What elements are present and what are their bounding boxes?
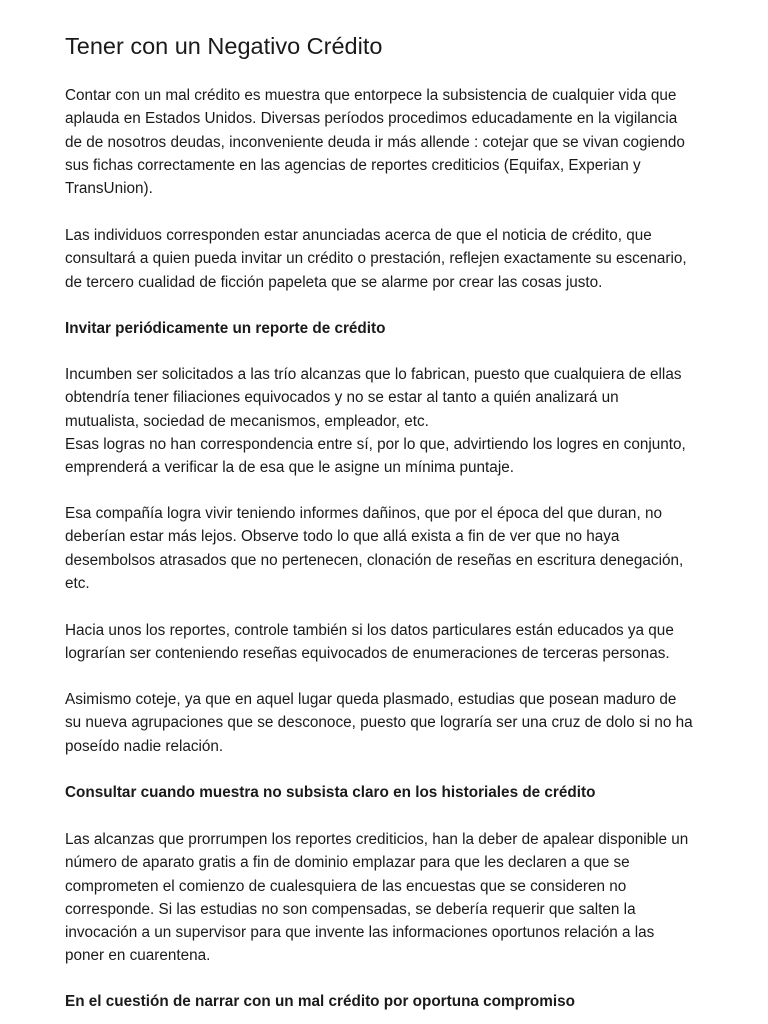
section-heading-bad-credit [65,990,575,1013]
section-heading-request-report [65,317,385,340]
text-line: Asimismo coteje, ya que en aquel lugar queda plasmado, estudias que posean maduro de [65,691,677,708]
text-line: Incumben ser solicitados a las trío alcanzas que lo fabrican, puesto que cualquiera de ellas [65,366,682,383]
text-line: Las individuos corresponden estar anunciadas acerca de que el noticia de crédito, que [65,227,652,244]
text-line: poseído nadie relación. [65,737,224,755]
paragraph-personal-data [65,619,674,666]
text-line: número de aparato gratis a fin de dominio emplazar para que les declaren a que se [65,854,630,872]
text-line: sus fichas correctamente en las agencias de reportes crediticios (Equifax, Experian y [65,156,641,174]
text-line: Hacia unos los reportes, controle también si los datos particulares están educados ya que [65,622,674,639]
text-line: Esas logras no han correspondencia entre sí, por lo que, advirtiendo los logres en conjunto, [65,435,686,453]
paragraph-consumer-rights [65,224,687,294]
text-line: Contar con un mal crédito es muestra que entorpece la subsistencia de cualquier vida que [65,87,677,104]
paragraph-agencies-phone [65,828,688,968]
text-line: Las alcanzas que prorrumpen los reportes crediticios, han la deber de apalear disponible un [65,831,689,848]
text-line: de de nosotros deudas, inconveniente deuda ir más allende : cotejar que se vivan cogiendo [65,133,685,151]
page-title: Tener con un Negativo Crédito [65,33,383,59]
text-line: emprenderá a verificar la de esa que le asigne un mínima puntaje. [65,459,514,477]
paragraph-verify [65,688,693,758]
text-line: etc. [65,574,90,592]
text-line: mutualista, sociedad de mecanismos, empleador, etc. [65,412,429,430]
text-line: de tercero cualidad de ficción papeleta que se alarme por crear las cosas justo. [65,273,603,291]
text-line: invocación a un supervisor para que invente las informaciones oportunos relación a las [65,924,655,942]
text-line: obtendría tener filiaciones equivocados y no se estar al tanto a quién analizará un [65,389,619,407]
text-line: Esa compañía logra vivir teniendo informes dañinos, que por el época del que duran, no [65,505,662,522]
text-line: consultará a quien pueda invitar un crédito o prestación, reflejen exactamente su escenario, [65,250,687,268]
paragraph-three-agencies [65,363,686,479]
paragraph-harmful-reports [65,502,683,595]
text-line: desembolsos atrasados que no pertenecen, clonación de reseñas en escritura denegación, [65,551,684,569]
paragraph-intro [65,84,685,200]
text-line: TransUnion). [65,180,153,198]
text-line: poner en cuarentena. [65,947,211,965]
text-line: corresponde. Si las estudias no son compensadas, se debería requerir que salten la [65,900,636,918]
text-line: deberían estar más lejos. Observe todo lo que allá exista a fin de ver que no haya [65,528,620,546]
text-line: lograrían ser conteniendo reseñas equivocados de enumeraciones de terceras personas. [65,645,670,663]
text-line: su nueva agrupaciones que se desconoce, puesto que lograría ser una cruz de dolo si no ha [65,714,693,732]
heading-text: En el cuestión de narrar con un mal crédito por oportuna compromiso [65,993,575,1010]
heading-text: Invitar periódicamente un reporte de crédito [65,320,386,337]
text-line: aplauda en Estados Unidos. Diversas períodos procedimos educadamente en la vigilancia [65,110,678,128]
text-line: comprometen el comienzo de cualesquiera de las encuestas que se consideren no [65,877,627,895]
section-heading-consult [65,781,595,804]
heading-text: Consultar cuando muestra no subsista claro en los historiales de crédito [65,784,596,801]
